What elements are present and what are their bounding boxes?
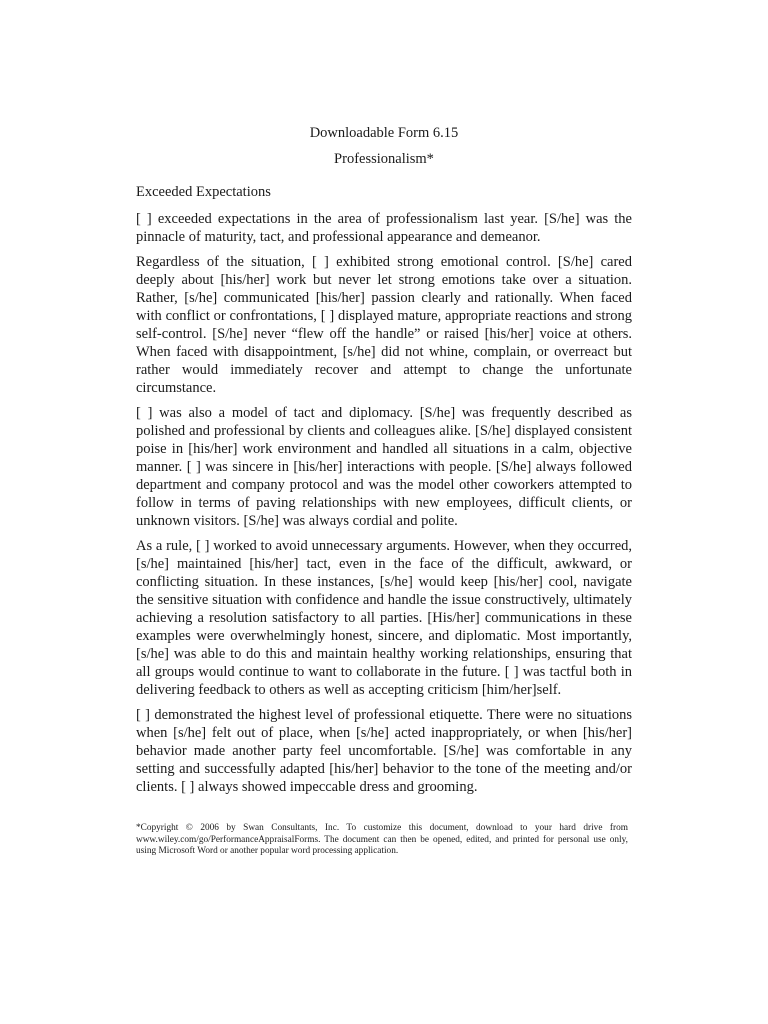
copyright-footnote: *Copyright © 2006 by Swan Consultants, Inc. To customize this document, download to your hard drive from www.wiley.com/go/PerformanceAppraisalForms. The document can then be opened, edited, and printed for personal use only, using Microsoft Word or another popular word processing application.	[136, 823, 628, 856]
paragraph-intro: [ ] exceeded expectations in the area of professionalism last year. [S/he] was the pinnacle of maturity, tact, and professional appearance and demeanor.	[136, 211, 632, 245]
paragraph-tact-diplomacy: [ ] was also a model of tact and diplomacy. [S/he] was frequently described as polished and professional by clients and colleagues alike. [S/he] displayed consistent poise in [his/her] work environment and handled all situations in a calm, objective manner. [ ] was sincere in [his/her] interactions with people. [S/he] always followed department and company protocol and was the model other coworkers attempted to follow in terms of paving relationships with new employees, difficult clients, or unknown visitors. [S/he] was always cordial and polite.	[136, 405, 632, 529]
paragraph-emotional-control: Regardless of the situation, [ ] exhibited strong emotional control. [S/he] cared deeply about [his/her] work but never let strong emotions take over a situation. Rather, [s/he] communicated [his/her] passion clearly and rationally. When faced with conflict or confrontations, [ ] displayed mature, appropriate reactions and strong self-control. [S/he] never “flew off the handle” or raised [his/her] voice at others. When faced with disappointment, [s/he] did not whine, complain, or overreact but rather would immediately recover and attempt to change the unfortunate circumstance.	[136, 254, 632, 396]
section-heading: Exceeded Expectations	[136, 184, 271, 200]
form-subtitle: Professionalism*	[334, 151, 434, 167]
paragraph-etiquette: [ ] demonstrated the highest level of professional etiquette. There were no situations when [s/he] felt out of place, when [s/he] acted inappropriately, or when [his/her] behavior made another party feel uncomfortable. [S/he] was comfortable in any setting and successfully adapted [his/her] behavior to the tone of the meeting and/or clients. [ ] always showed impeccable dress and grooming.	[136, 707, 632, 795]
paragraph-avoid-arguments: As a rule, [ ] worked to avoid unnecessary arguments. However, when they occurred, [s/he] maintained [his/her] tact, even in the face of the difficult, awkward, or conflicting situation. In these instances, [s/he] would keep [his/her] cool, navigate the sensitive situation with confidence and handle the issue constructively, ultimately achieving a resolution satisfactory to all parties. [His/her] communications in these examples were overwhelmingly honest, sincere, and diplomatic. Most importantly, [s/he] was able to do this and maintain healthy working relationships, ensuring that all groups would continue to want to collaborate in the future. [ ] was tactful both in delivering feedback to others as well as accepting criticism [him/her]self.	[136, 538, 632, 698]
document-page	[136, 124, 632, 804]
form-title: Downloadable Form 6.15	[309, 125, 459, 141]
document-body	[136, 210, 632, 804]
